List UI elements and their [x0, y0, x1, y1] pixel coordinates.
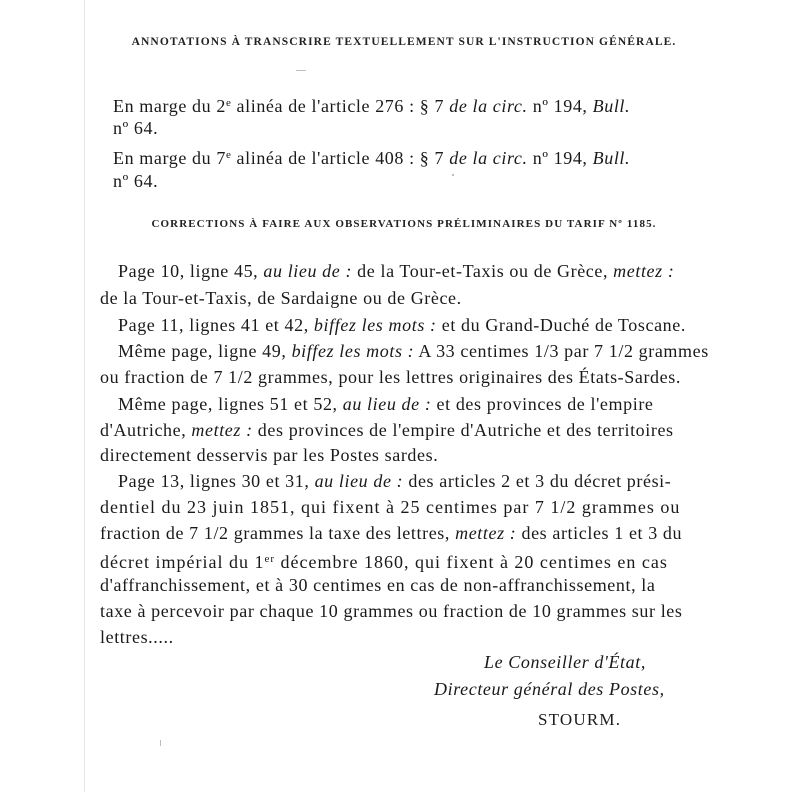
scan-speck [296, 70, 306, 71]
scan-edge-divider [84, 0, 85, 792]
correction-page13-line4: décret impérial du 1er décembre 1860, qui fixent à 20 centimes en cas [100, 552, 668, 572]
correction-page13-line3: fraction de 7 1/2 grammes la taxe des lettres, mettez : des articles 1 et 3 du [100, 523, 683, 543]
signature-role: Directeur général des Postes, [434, 679, 665, 699]
signature-title: Le Conseiller d'État, [484, 652, 646, 672]
correction-page10-line2: de la Tour-et-Taxis, de Sardaigne ou de Grèce. [100, 288, 462, 308]
scan-speck [452, 174, 454, 176]
correction-ligne49-line1: Même page, ligne 49, biffez les mots : A 33 centimes 1/3 par 7 1/2 grammes [118, 341, 709, 361]
annotation-item-1: En marge du 2e alinéa de l'article 276 : § 7 de la circ. nº 194, Bull. [113, 96, 631, 116]
correction-page11: Page 11, lignes 41 et 42, biffez les mots : et du Grand-Duché de Toscane. [118, 315, 686, 335]
scan-speck [160, 740, 161, 746]
annotation-item-2-continuation: nº 64. [113, 171, 159, 191]
correction-page13-line6: taxe à percevoir par chaque 10 grammes ou fraction de 10 grammes sur les [100, 601, 683, 621]
correction-page13-line7: lettres..... [100, 627, 174, 647]
annotation-item-2: En marge du 7e alinéa de l'article 408 : § 7 de la circ. nº 194, Bull. [113, 148, 631, 168]
correction-lignes51-line2: d'Autriche, mettez : des provinces de l'empire d'Autriche et des territoires [100, 420, 674, 440]
signature-name: STOURM. [538, 710, 622, 729]
correction-lignes51-line3: directement desservis par les Postes sardes. [100, 445, 439, 465]
annotations-heading: ANNOTATIONS À TRANSCRIRE TEXTUELLEMENT SUR L'INSTRUCTION GÉNÉRALE. [131, 36, 677, 48]
corrections-heading: CORRECTIONS À FAIRE AUX OBSERVATIONS PRÉLIMINAIRES DU TARIF Nº 1185. [151, 218, 657, 230]
correction-page10-line1: Page 10, ligne 45, au lieu de : de la Tour-et-Taxis ou de Grèce, mettez : [118, 261, 675, 281]
correction-page13-line1: Page 13, lignes 30 et 31, au lieu de : des articles 2 et 3 du décret prési- [118, 471, 672, 491]
correction-lignes51-line1: Même page, lignes 51 et 52, au lieu de : et des provinces de l'empire [118, 394, 654, 414]
annotation-item-1-continuation: nº 64. [113, 118, 159, 138]
correction-ligne49-line2: ou fraction de 7 1/2 grammes, pour les lettres originaires des États-Sardes. [100, 367, 681, 387]
correction-page13-line2: dentiel du 23 juin 1851, qui fixent à 25 centimes par 7 1/2 grammes ou [100, 497, 681, 517]
correction-page13-line5: d'affranchissement, et à 30 centimes en cas de non-affranchissement, la [100, 575, 656, 595]
